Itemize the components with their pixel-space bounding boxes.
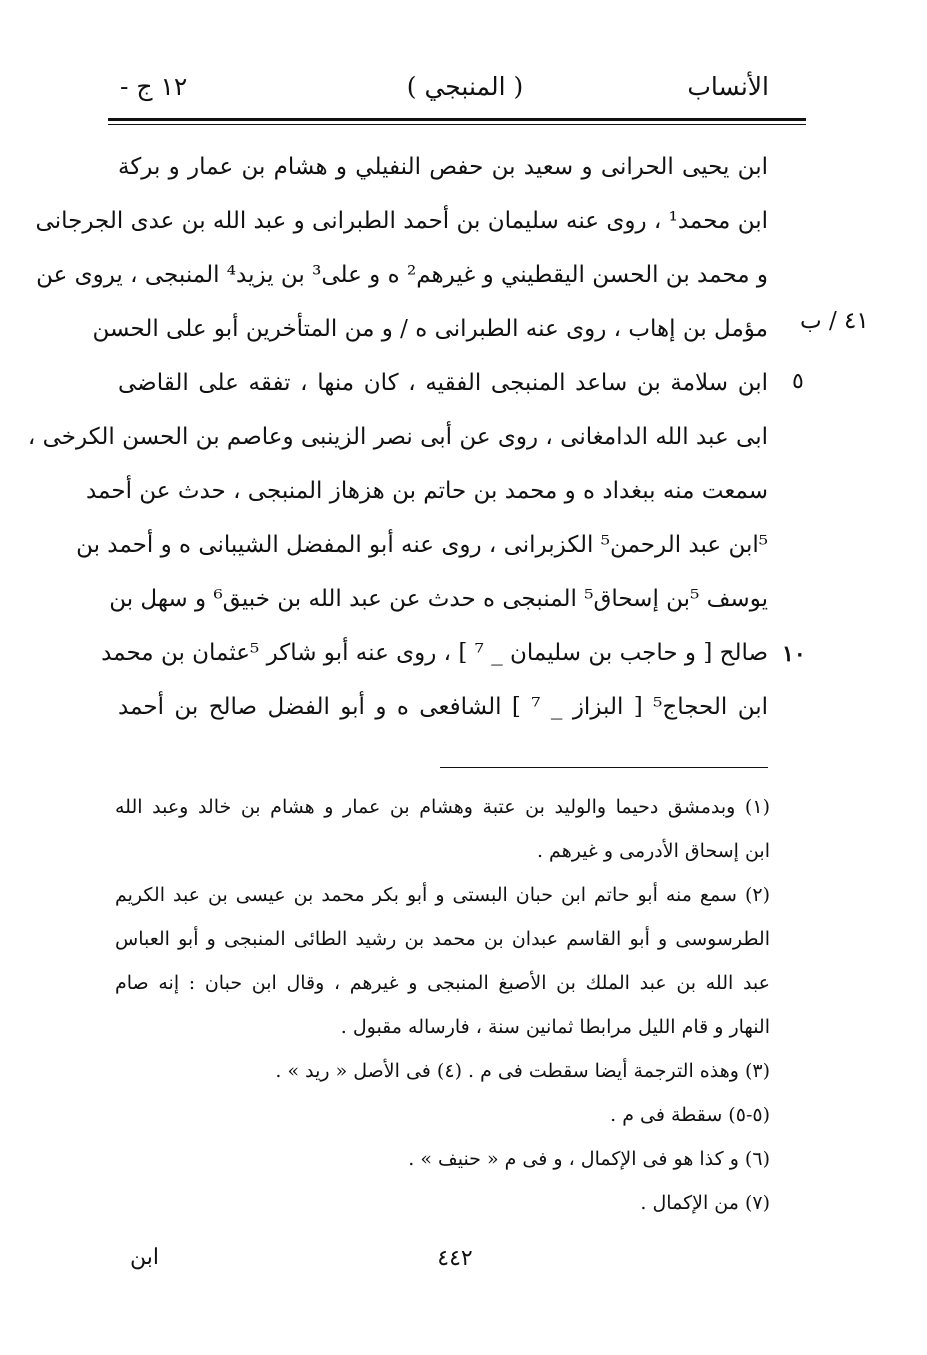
footnote-line: ابن إسحاق الأدرمى و غيرهم . xyxy=(536,840,770,862)
running-header-title: الأنساب xyxy=(687,72,769,101)
footnote-line: (٦) و كذا هو فى الإكمال ، و فى م « حنيف » . xyxy=(408,1148,770,1170)
footnote-line: (٥-٥) سقطة فى م . xyxy=(610,1104,770,1126)
text-line: ابى عبد الله الدامغانى ، روى عن أبى نصر الزينبى وعاصم بن الحسن الكرخى ، xyxy=(27,424,768,450)
margin-line-number-10: ١٠ xyxy=(782,641,806,667)
text-line: صالح [ و حاجب بن سليمان _ ⁷ ] ، روى عنه أبو شاكر ⁵عثمان بن محمد xyxy=(101,640,768,666)
footnote-line: (١) وبدمشق دحيما والوليد بن عتبة وهشام بن عمار و هشام بن خالد وعبد الله xyxy=(115,796,770,818)
running-header-volume: ١٢ ج - xyxy=(120,72,188,101)
main-text xyxy=(27,140,769,734)
text-line: ابن الحجاج⁵ [ البزاز _ ⁷ ] الشافعى ه و أبو الفضل صالح بن أحمد xyxy=(118,694,769,720)
margin-folio-marker: ٤١ / ب xyxy=(800,308,869,334)
text-line: ابن محمد¹ ، روى عنه سليمان بن أحمد الطبرانى و عبد الله بن عدى الجرجانى xyxy=(35,208,768,234)
margin-line-number-5: ٥ xyxy=(792,369,804,394)
text-line: و محمد بن الحسن اليقطيني و غيرهم² ه و على³ بن يزيد⁴ المنبجى ، يروى عن xyxy=(36,262,768,288)
text-line: ابن سلامة بن ساعد المنبجى الفقيه ، كان منها ، تفقه على القاضى xyxy=(118,370,768,396)
text-line: ابن يحيى الحرانى و سعيد بن حفص النفيلي و هشام بن عمار و بركة xyxy=(118,154,768,180)
page-number: ٤٤٢ xyxy=(437,1246,473,1271)
text-line: مؤمل بن إهاب ، روى عنه الطبرانى ه / و من المتأخرين أبو على الحسن xyxy=(92,316,768,342)
header-rule-thin xyxy=(108,124,806,125)
text-line: ⁵ابن عبد الرحمن⁵ الكزبرانى ، روى عنه أبو المفضل الشيبانى ه و أحمد بن xyxy=(76,532,768,558)
footnote-line: الطرسوسى و أبو القاسم عبدان بن محمد بن رشيد الطائى المنبجى و أبو العباس xyxy=(115,928,770,950)
text-line: سمعت منه ببغداد ه و محمد بن حاتم بن هزهاز المنبجى ، حدث عن أحمد xyxy=(85,478,768,504)
footnote-line: عبد الله بن عبد الملك بن الأصبغ المنبجى و غيرهم ، وقال ابن حبان : إنه صام xyxy=(115,972,770,994)
footnote-line: (٣) وهذه الترجمة أيضا سقطت فى م . (٤) فى الأصل « ريد » . xyxy=(275,1060,770,1082)
footnote-separator xyxy=(440,767,768,768)
footnote-line: (٢) سمع منه أبو حاتم ابن حبان البستى و أبو بكر محمد بن عيسى بن عبد الكريم xyxy=(115,884,770,906)
header-rule-thick xyxy=(108,118,806,121)
running-header-entry: ( المنبجي ) xyxy=(406,72,524,101)
catchword: ابن xyxy=(130,1245,159,1270)
text-line: يوسف ⁵بن إسحاق⁵ المنبجى ه حدث عن عبد الله بن خبيق⁶ و سهل بن xyxy=(109,586,768,612)
footnote-line: النهار و قام الليل مرابطا ثمانين سنة ، فارساله مقبول . xyxy=(340,1016,770,1038)
footnotes xyxy=(115,785,770,1225)
footnote-line: (٧) من الإكمال . xyxy=(640,1192,770,1214)
